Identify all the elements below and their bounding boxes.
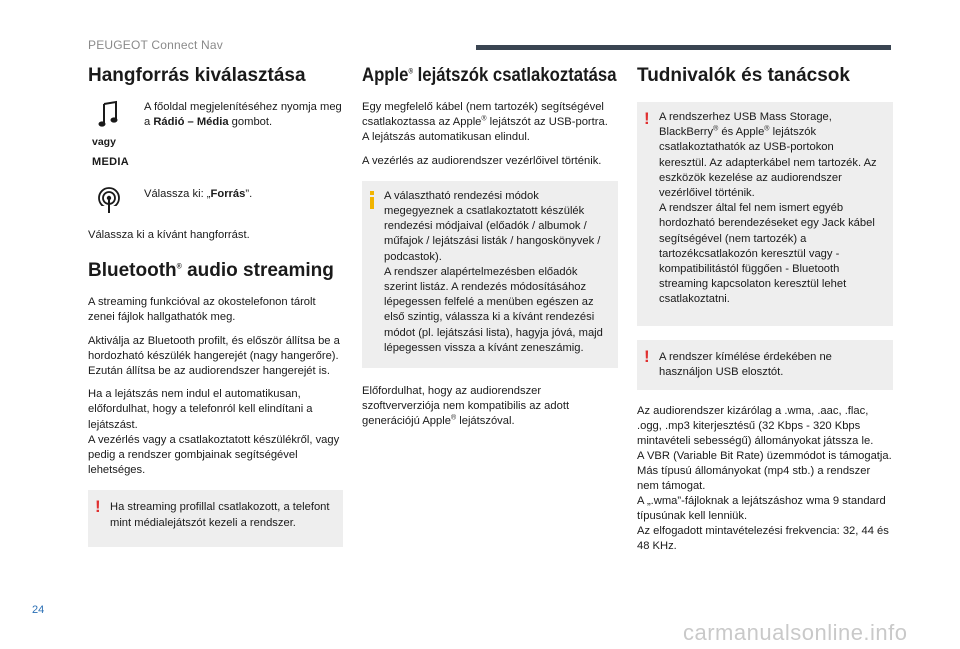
heading-bluetooth: Bluetooth® audio streaming: [88, 260, 334, 282]
or-label: vagy: [92, 136, 116, 148]
bt-paragraph-2: Aktiválja az Bluetooth profilt, és először állítsa be a hordozható készülék hangerejét (nagy hangerőre). Ezután állítsa be az audiorendszer hangerejét is.: [88, 334, 340, 378]
warning-icon: !: [644, 346, 650, 366]
radio-source-icon: [96, 186, 122, 214]
step-source: [88, 186, 343, 220]
bt-paragraph-3: Ha a lejátszás nem indul el automatikusan, előfordulhat, hogy a telefonról kell elindítani a lejátszást. A vezérlés vagy a csatlakoztatott készülékről, vagy pedig a rendszer gombjainak segítségével lehetséges.: [88, 388, 340, 477]
column-1: [88, 64, 343, 561]
step-home-button: [88, 100, 343, 130]
formats-text: Az audiorendszer kizárólag a .wma, .aac, .flac, .ogg, .mp3 kiterjesztésű (32 Kbps - 320 Kbps mintavételi sebességű) állományokat játssza le. A VBR (Variable Bit Rate) üzemmódot is támogatja. Más típusú állományokat (mp4 stb.) a rendszer nem támogat. A „.wma”-fájloknak a lejátszáshoz wma 9 standard típusúnak kell lenniük. Az elfogadott mintavételezési frekvencia: 32, 44 és 48 KHz.: [637, 405, 892, 553]
warning-icon: !: [644, 109, 650, 128]
warning-icon: !: [95, 497, 101, 517]
warning-box-hub: ! A rendszer kímélése érdekében ne használjon USB elosztót.: [637, 340, 893, 390]
heading-source-select: Hangforrás kiválasztása: [88, 65, 306, 86]
apple-paragraph-2: A vezérlés az audiorendszer vezérlőivel történik.: [362, 154, 602, 167]
step-source-text: Válassza ki: „Forrás”.: [144, 188, 253, 200]
column-2: [362, 64, 618, 438]
warning-box-streaming: ! Ha streaming profillal csatlakozott, a telefont mint médialejátszót kezeli a rendszer.: [88, 490, 343, 546]
info-box-sorting: A választható rendezési módok megegyeznek a csatlakoztatott készülék rendezési módjaival (előadók / albumok / műfajok / lejátszási listák / hangoskönyvek / podcastok). A rendszer alapértelmezésben előadók szerint listáz. A rendezés módosításához lépegessen felfelé a menüben egészen az első szintig, válassza ki a kívánt rendezési módot (pl. lejátszási lista), hagyja jóvá, majd lépegessen vissza a kívánt zeneszámig.: [362, 181, 618, 368]
apple-compat-text: Előfordulhat, hogy az audiorendszer szoftververziója nem kompatibilis az adott generációjú Apple® lejátszóval.: [362, 385, 570, 428]
watermark: carmanualsonline.info: [683, 620, 908, 645]
heading-tips: Tudnivalók és tanácsok: [637, 65, 850, 86]
warning-box-usb: ! A rendszerhez USB Mass Storage, BlackBerry® és Apple® lejátszók csatlakoztathatók az USB-portokon keresztül. Az adapterkábel nem tartozék. Az eszközök kezelése az audiorendszer vezérlőivel történik. A rendszer által fel nem ismert egyéb hordozható berendezéseket egy Jack kábel segítségével (nem tartozék) a tartozékcsatlakozón keresztül vagy - kompatibilitástól függően - Bluetooth streaming kapcsolaton keresztül lehet csatlakoztatni.: [637, 102, 893, 326]
step-home-text: A főoldal megjelenítéséhez nyomja meg a Rádió – Média gombot.: [144, 101, 342, 129]
choose-source-text: Válassza ki a kívánt hangforrást.: [88, 229, 250, 241]
header-title: PEUGEOT Connect Nav: [88, 38, 223, 52]
column-3: [637, 64, 893, 562]
music-note-icon: [98, 100, 120, 130]
apple-paragraph-1: Egy megfelelő kábel (nem tartozék) segítségével csatlakoztassa az Apple® lejátszót az USB-portra. A lejátszás automatikusan elindul.: [362, 101, 608, 144]
header-bar: [476, 45, 891, 50]
media-button-label: MEDIA: [92, 156, 129, 168]
info-icon: [370, 191, 374, 209]
page-number: 24: [32, 604, 45, 616]
heading-apple: Apple® lejátszók csatlakoztatása: [362, 65, 617, 86]
bt-paragraph-1: A streaming funkcióval az okostelefonon tárolt zenei fájlok hallgathatók meg.: [88, 296, 316, 324]
